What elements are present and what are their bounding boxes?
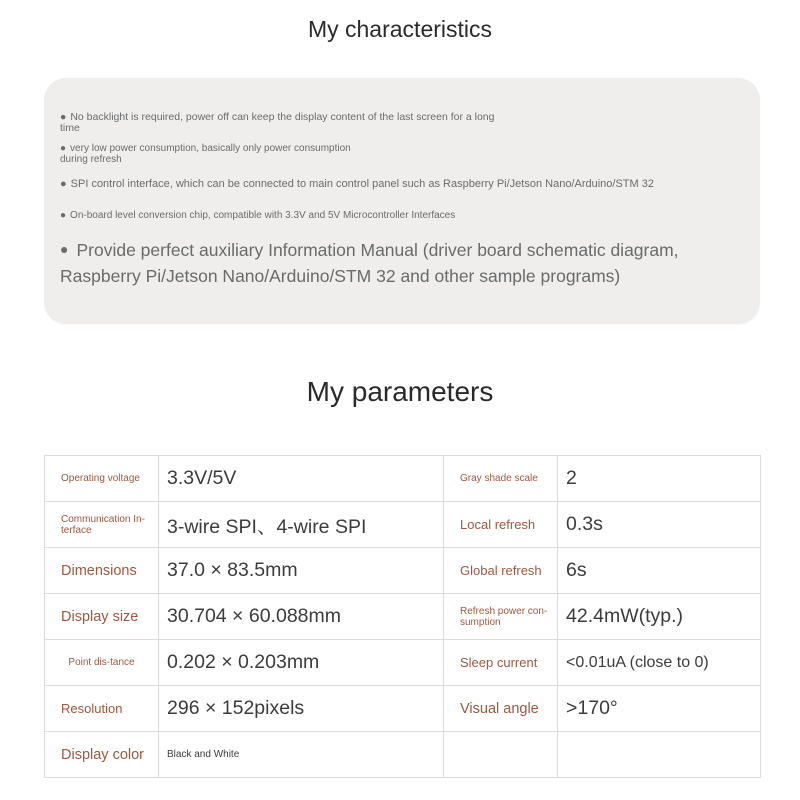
param-value-empty bbox=[558, 732, 761, 778]
param-value: 3.3V/5V bbox=[159, 456, 444, 502]
param-value: 296 × 152pixels bbox=[159, 686, 444, 732]
feature-item bbox=[60, 112, 500, 134]
param-value: 3-wire SPI、4-wire SPI bbox=[159, 502, 444, 548]
table-row bbox=[45, 732, 761, 778]
feature-item bbox=[60, 143, 380, 165]
param-value: 42.4mW(typ.) bbox=[558, 594, 761, 640]
bullet-icon: ● bbox=[60, 178, 67, 190]
parameters-title: My parameters bbox=[306, 376, 494, 407]
table-row bbox=[45, 640, 761, 686]
feature-item bbox=[60, 179, 700, 190]
table-row bbox=[45, 502, 761, 548]
bullet-icon: ● bbox=[60, 111, 67, 123]
parameters-table bbox=[44, 455, 761, 778]
feature-text: No backlight is required, power off can keep the display content of the last screen for a long time bbox=[60, 111, 495, 134]
characteristics-title: My characteristics bbox=[307, 16, 493, 42]
param-label: Communication In-terface bbox=[45, 502, 159, 548]
param-value: 6s bbox=[558, 548, 761, 594]
param-label: Refresh power con-sumption bbox=[444, 594, 558, 640]
param-value: 30.704 × 60.088mm bbox=[159, 594, 444, 640]
param-label: Display color bbox=[45, 732, 159, 778]
feature-item bbox=[60, 210, 700, 221]
param-label: Sleep current bbox=[444, 640, 558, 686]
param-label: Global refresh bbox=[444, 548, 558, 594]
feature-text: very low power consumption, basically only power consumption during refresh bbox=[60, 143, 351, 165]
table-row bbox=[45, 548, 761, 594]
table-row bbox=[45, 456, 761, 502]
param-value: 2 bbox=[558, 456, 761, 502]
table-row bbox=[45, 594, 761, 640]
param-label-empty bbox=[444, 732, 558, 778]
bullet-icon: ● bbox=[60, 241, 69, 257]
bullet-icon: ● bbox=[60, 210, 67, 221]
param-label: Resolution bbox=[45, 686, 159, 732]
param-label: Dimensions bbox=[45, 548, 159, 594]
param-value: 0.3s bbox=[558, 502, 761, 548]
param-value: 37.0 × 83.5mm bbox=[159, 548, 444, 594]
param-label: Local refresh bbox=[444, 502, 558, 548]
param-label: Gray shade scale bbox=[444, 456, 558, 502]
feature-text: SPI control interface, which can be connected to main control panel such as Raspberry Pi/Jetson Nano/Arduino/STM 32 bbox=[70, 178, 654, 190]
param-label: Operating voltage bbox=[45, 456, 159, 502]
param-value: 0.202 × 0.203mm bbox=[159, 640, 444, 686]
feature-item-highlight bbox=[60, 236, 720, 289]
feature-text: Provide perfect auxiliary Information Manual (driver board schematic diagram, Raspberry Pi/Jetson Nano/Arduino/STM 32 and other sample programs) bbox=[60, 240, 679, 286]
bullet-icon: ● bbox=[60, 143, 67, 154]
table-row bbox=[45, 686, 761, 732]
feature-text: On-board level conversion chip, compatible with 3.3V and 5V Microcontroller Interfaces bbox=[70, 210, 456, 221]
param-value: Black and White bbox=[159, 732, 444, 778]
param-label: Point dis-tance bbox=[45, 640, 159, 686]
param-value: >170° bbox=[558, 686, 761, 732]
param-label: Visual angle bbox=[444, 686, 558, 732]
param-label: Display size bbox=[45, 594, 159, 640]
param-value: <0.01uA (close to 0) bbox=[558, 640, 761, 686]
